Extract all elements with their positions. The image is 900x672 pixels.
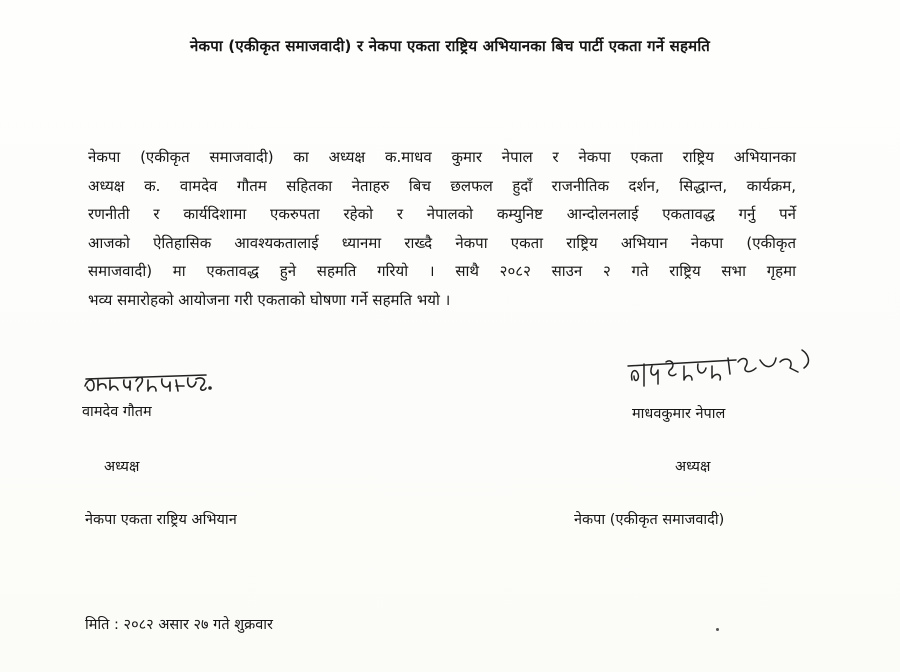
paragraph-line: आजको ऐतिहासिक आवश्यकतालाई ध्यानमा राख्दै नेकपा एकता राष्ट्रिय अभियान नेकपा (एकीकृत: [88, 233, 796, 252]
right-signatory-party: नेकपा (एकीकृत समाजवादी): [574, 512, 725, 528]
paragraph-line: अध्यक्ष क. वामदेव गौतम सहितका नेताहरु बिच छलफल हुदाँ राजनीतिक दर्शन, सिद्धान्त, कार्यक्रम,: [88, 176, 796, 195]
left-signatory-party: नेकपा एकता राष्ट्रिय अभियान: [85, 512, 237, 528]
paragraph-line: समाजवादी) मा एकतावद्ध हुने सहमति गरियो । साथै २०८२ साउन २ गते राष्ट्रिय सभा गृहमा: [88, 262, 796, 281]
paper-speck: [716, 628, 719, 631]
paragraph-line: रणनीती र कार्यदिशामा एकरुपता रहेको र नेपालको कम्युनिष्ट आन्दोलनलाई एकतावद्ध गर्नु पर्ने: [88, 205, 796, 224]
left-handwritten-signature: [82, 366, 212, 402]
document-date: मिति : २०८२ असार २७ गते शुक्रवार: [85, 617, 273, 633]
document-title: नेकपा (एकीकृत समाजवादी) र नेकपा एकता राष्ट्रिय अभियानका बिच पार्टी एकता गर्ने सहमति: [190, 37, 710, 55]
left-signatory-name: वामदेव गौतम: [82, 404, 152, 420]
paragraph-line: नेकपा (एकीकृत समाजवादी) का अध्यक्ष क.माधव कुमार नेपाल र नेकपा एकता राष्ट्रिय अभियानका: [88, 148, 796, 166]
right-signatory-name: माधवकुमार नेपाल: [632, 406, 726, 422]
agreement-paragraph: [88, 143, 796, 315]
left-signatory-position: अध्यक्ष: [104, 459, 140, 475]
right-signatory-position: अध्यक्ष: [675, 459, 711, 475]
paragraph-line: भव्य समारोहको आयोजना गरी एकताको घोषणा गर्ने सहमति भयो ।: [88, 290, 451, 309]
right-handwritten-signature: [626, 340, 816, 392]
